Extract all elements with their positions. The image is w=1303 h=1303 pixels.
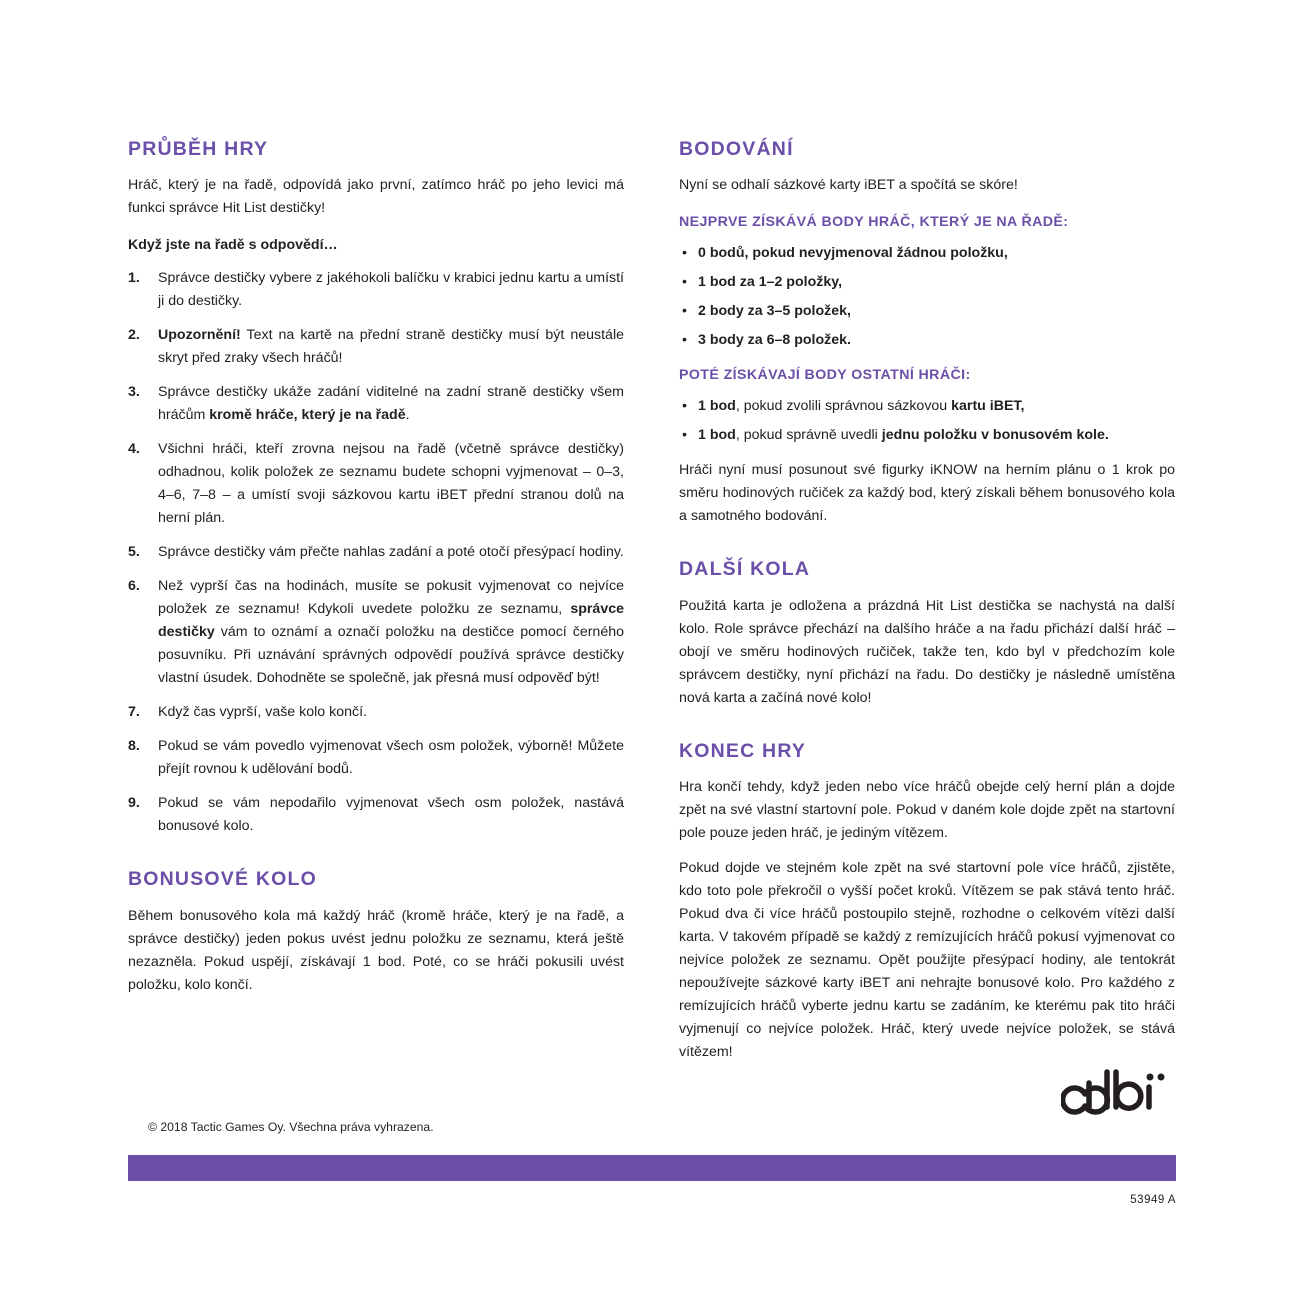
- step-number: 2.: [128, 327, 140, 344]
- steps-list: [128, 267, 624, 838]
- step-number: 6.: [128, 578, 140, 595]
- step-item: [128, 324, 624, 370]
- bullet-item: • 1 bod za 1–2 položky,: [679, 271, 1175, 294]
- bullet-item: • 2 body za 3–5 položek,: [679, 300, 1175, 323]
- bullet-item: • 0 bodů, pokud nevyjmenoval žádnou položku,: [679, 242, 1175, 265]
- bullet-item: • 1 bod, pokud zvolili správnou sázkovou kartu iBET,: [679, 395, 1175, 418]
- scoring-title: BODOVÁNÍ: [679, 138, 794, 160]
- step-text: Správce destičky vybere z jakéhokoli balíčku v krabici jednu kartu a umístí ji do destičky.: [158, 270, 624, 310]
- step-item: [128, 381, 624, 427]
- step-number: 5.: [128, 544, 140, 561]
- end-of-game-title: KONEC HRY: [679, 739, 807, 762]
- step-number: 7.: [128, 704, 140, 721]
- step-item: [128, 541, 624, 564]
- end-of-game-text-1: Hra končí tehdy, když jeden nebo více hráčů obejde celý herní plán a dojde zpět na své vlastní startovní pole. Pokud v daném kole dojde zpět na startovní pole pouze jeden hráč, je jediným vítězem.: [679, 778, 1175, 841]
- further-rounds-text: Použitá karta je odložena a prázdná Hit List destička se nachystá na další kolo. Role správce přechází na dalšího hráče a na řadu přichází další hráč – obojí ve směru hodinových ručiček, takže ten, kdo byl v předchozím kole správcem destičky, nyní přichází na řadu. Do destičky je následně umístěna nová karta a začíná nové kolo!: [679, 597, 1175, 706]
- step-text: Než vyprší čas na hodinách, musíte se pokusit vyjmenovat co nejvíce položek ze seznamu! Kdykoli uvedete položku ze seznamu, správce destičky vám to oznámí a označí položku na destičce pomocí černého posuvníku. Při uznávání správných odpovědí používá správce destičky vlastní úsudek. Dohodněte se společně, jak přesná musí odpověď být!: [158, 578, 624, 687]
- step-number: 8.: [128, 738, 140, 755]
- step-number: 3.: [128, 384, 140, 401]
- step-text: Správce destičky vám přečte nahlas zadání a poté otočí přesýpací hodiny.: [158, 544, 624, 561]
- end-of-game-text-2: Pokud dojde ve stejném kole zpět na své startovní pole více hráčů, zjistěte, kdo toto pole překročil o vyšší počet kroků. Vítězem se pak stává tento hráč. Pokud dva či více hráčů postoupilo stejně, rozhodne o celkovém vítězi další karta. V takovém případě se každý z remízujících hráčů pokusí vyjmenovat co nejvíce položek ze seznamu. Opět použijte přesýpací hodiny, ale tentokrát nepoužívejte sázkové karty iBET ani nehrajte bonusové kolo. Pro každého z remízujících hráčů vyberte jednu kartu se zadáním, ke kterému pak tito hráči vyjmenují co nejvíce položek. Hráč, který uvede nejvíce položek, se stává vítězem!: [679, 859, 1175, 1060]
- bonus-round-text: Během bonusového kola má každý hráč (kromě hráče, který je na řadě, a správce destičky) jeden pokus uvést jednu položku ze seznamu, která ještě nezazněla. Pokud uspějí, získávají 1 bod. Poté, co se hráči pokusili uvést položku, kolo končí.: [128, 907, 624, 993]
- copyright-text: © 2018 Tactic Games Oy. Všechna práva vyhrazena.: [148, 1120, 434, 1134]
- further-rounds-title: DALŠÍ KOLA: [679, 558, 811, 581]
- step-text: Pokud se vám nepodařilo vyjmenovat všech osm položek, nastává bonusové kolo.: [158, 795, 624, 835]
- scoring-bullets-other: [679, 395, 1175, 447]
- scoring-after-text: Hráči nyní musí posunout své figurky iKNOW na herním plánu o 1 krok po směru hodinových ručiček za každý bod, který získali během bonusového kola a samotného bodování.: [679, 462, 1175, 525]
- step-item: [128, 575, 624, 690]
- step-text: Upozornění! Text na kartě na přední straně destičky musí být neustále skryt před zraky všech hráčů!: [158, 327, 624, 367]
- footer-bar: [128, 1155, 1176, 1181]
- step-text: Když čas vyprší, vaše kolo končí.: [158, 704, 367, 721]
- step-text: Pokud se vám povedlo vyjmenovat všech osm položek, výborně! Můžete přejít rovnou k udělování bodů.: [158, 738, 624, 778]
- scoring-bullets-active: [679, 242, 1175, 352]
- product-code: 53949 A: [1130, 1194, 1176, 1206]
- step-text: Všichni hráči, kteří zrovna nejsou na řadě (včetně správce destičky) odhadnou, kolik položek ze seznamu budete schopni vyjmenovat – 0–3, 4–6, 7–8 – a umístí svoji sázkovou kartu iBET přední stranou dolů na herní plán.: [158, 441, 624, 527]
- step-number: 4.: [128, 441, 140, 458]
- bullet-item: • 3 body za 6–8 položek.: [679, 329, 1175, 352]
- step-number: 9.: [128, 795, 140, 812]
- scoring-subtitle-active-player: NEJPRVE ZÍSKÁVÁ BODY HRÁČ, KTERÝ JE NA ŘADĚ:: [679, 214, 1069, 231]
- step-item: [128, 735, 624, 781]
- step-item: [128, 701, 624, 724]
- albi-logo: [1061, 1065, 1176, 1125]
- scoring-intro: Nyní se odhalí sázkové karty iBET a spočítá se skóre!: [679, 177, 1018, 194]
- step-text: Správce destičky ukáže zadání viditelné na zadní straně destičky všem hráčům kromě hráče, který je na řadě.: [158, 384, 624, 424]
- bonus-round-title: BONUSOVÉ KOLO: [128, 868, 317, 891]
- left-column: [128, 138, 624, 1076]
- step-item: [128, 438, 624, 530]
- step-item: [128, 267, 624, 313]
- bullet-item: • 1 bod, pokud správně uvedli jednu položku v bonusovém kole.: [679, 424, 1175, 447]
- two-column-layout: [128, 138, 1176, 1076]
- scoring-subtitle-other-players: POTÉ ZÍSKÁVAJÍ BODY OSTATNÍ HRÁČI:: [679, 367, 971, 384]
- intro-paragraph: Hráč, který je na řadě, odpovídá jako první, zatímco hráč po jeho levici má funkci správce Hit List destičky!: [128, 177, 624, 217]
- step-number: 1.: [128, 270, 140, 287]
- page-title: PRŮBĚH HRY: [128, 138, 269, 160]
- step-item: [128, 792, 624, 838]
- right-column: [679, 138, 1175, 1076]
- lead-line: Když jste na řadě s odpovědí…: [128, 237, 338, 254]
